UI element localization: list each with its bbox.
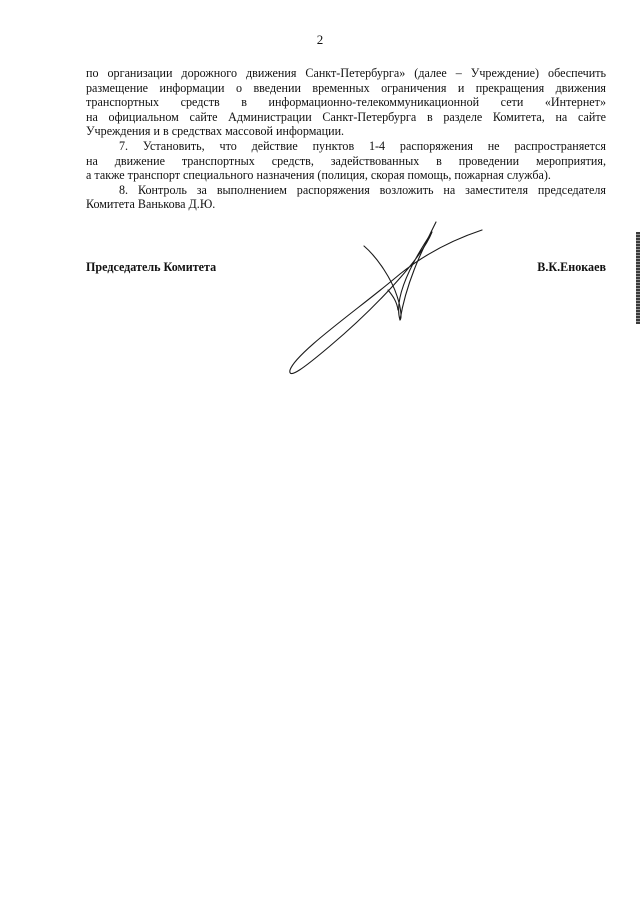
paragraph-8-line: 8. Контроль за выполнением распоряжения возложить на заместителя председателя <box>119 182 606 197</box>
paragraph-6-line: по организации дорожного движения Санкт-Петербурга» (далее – Учреждение) обеспечить <box>86 66 606 80</box>
handwritten-signature <box>270 218 490 384</box>
paragraph-8-line: Комитета Ванькова Д.Ю. <box>86 197 216 212</box>
paragraph-7-line: на движение транспортных средств, задействованных в проведении мероприятия, <box>86 153 606 168</box>
paragraph-6-line: транспортных средств в информационно-телекоммуникационной сети «Интернет» <box>86 95 606 110</box>
document-body <box>86 66 606 212</box>
signatory-title: Председатель Комитета <box>86 260 217 274</box>
paragraph-6-line: Учреждения и в средствах массовой информации. <box>86 124 345 139</box>
scan-edge-mark <box>636 232 640 324</box>
paragraph-6-line: на официальном сайте Администрации Санкт-Петербурга в разделе Комитета, на сайте <box>86 109 606 124</box>
signatory-name: В.К.Енокаев <box>537 260 606 274</box>
page-number: 2 <box>316 32 324 47</box>
paragraph-6-line: размещение информации о введении временных ограничения и прекращения движения <box>86 80 606 95</box>
paragraph-7-line: 7. Установить, что действие пунктов 1-4 распоряжения не распространяется <box>119 138 606 153</box>
paragraph-7-line: а также транспорт специального назначения (полиция, скорая помощь, пожарная служба). <box>86 168 551 183</box>
